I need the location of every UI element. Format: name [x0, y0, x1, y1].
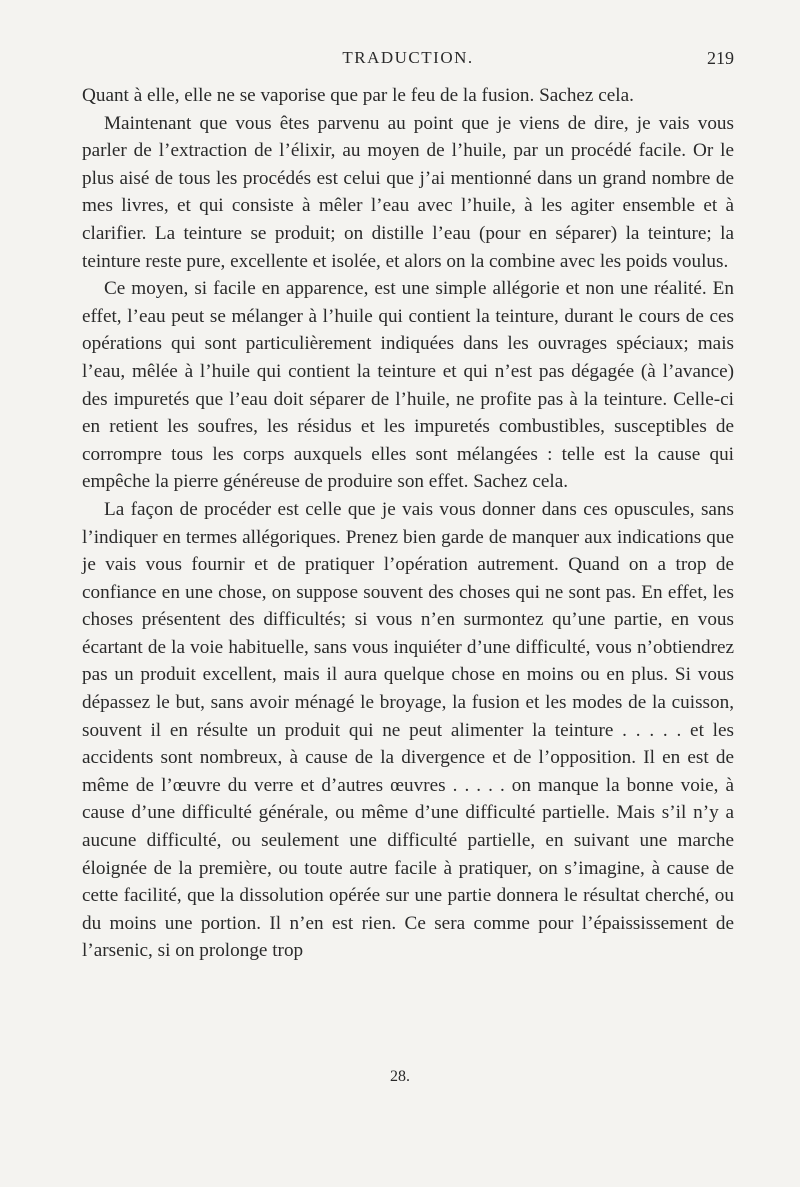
page-number: 219 — [707, 48, 734, 68]
paragraph: La façon de procéder est celle que je vais vous donner dans ces opuscules, sans l’indiquer en termes allégoriques. Prenez bien garde de manquer aux indications que je vais vous fournir et de pratiquer l’opération autrement. Quand on a trop de confiance en une chose, on suppose souvent des choses qui ne sont pas. En effet, les choses présentent des difficultés; si vous n’en surmontez qu’une partie, en vous écartant de la voie habituelle, sans vous inquiéter d’une difficulté, vous n’obtiendrez pas un produit excellent, mais il aura quelque chose en moins ou en plus. Si vous dépassez le but, sans avoir ménagé le broyage, la fusion et les modes de la cuisson, souvent il en résulte un produit qui ne peut alimenter la teinture . . . . . et les accidents sont nombreux, à cause de la divergence et de l’opposition. Il en est de même de l’œuvre du verre et d’autres œuvres . . . . . on manque la bonne voie, à cause d’une difficulté générale, ou même d’une difficulté partielle. Mais s’il n’y a aucune difficulté, ou seulement une difficulté partielle, en suivant une marche éloignée de la première, ou toute autre facile à pratiquer, on s’imagine, à cause de cette facilité, que la dissolution opérée sur une partie donnera le résultat cherché, ou du moins une portion. Il n’en est rien. Ce sera comme pour l’épaississement de l’arsenic, si on prolonge trop — [82, 498, 734, 962]
paragraph: Quant à elle, elle ne se vaporise que par le feu de la fusion. Sachez cela. — [82, 85, 634, 106]
paragraph: Ce moyen, si facile en apparence, est une simple allégorie et non une réalité. En effet, l’eau peut se mélanger à l’huile qui contient la teinture, durant le cours de ces opérations qui sont particulièrement indiquées dans les ouvrages spéciaux; mais l’eau, mêlée à l’huile qui contient la teinture et qui n’est pas dégagée (à l’avance) des impuretés que l’eau doit séparer de l’huile, ne profite pas à la teinture. Celle-ci en retient les soufres, les résidus et les impuretés combustibles, susceptibles de corrompre tous les corps auxquels elles sont mélangées : telle est la cause qui empêche la pierre généreuse de produire son effet. Sachez cela. — [82, 278, 734, 493]
signature-mark: 28. — [390, 1068, 410, 1085]
page-header — [82, 48, 734, 74]
running-title: TRADUCTION. — [342, 48, 474, 67]
paragraph: Maintenant que vous êtes parvenu au point que je viens de dire, je vais vous parler de l’extraction de l’élixir, au moyen de l’huile, par un procédé facile. Or le plus aisé de tous les procédés est celui que j’ai mentionné dans un grand nombre de mes livres, et qui consiste à mêler l’eau avec l’huile, à les agiter ensemble et à clarifier. La teinture se produit; on distille l’eau (pour en séparer) la teinture; la teinture reste pure, excellente et isolée, et alors on la combine avec les poids voulus. — [82, 112, 734, 272]
body-text — [82, 82, 734, 965]
